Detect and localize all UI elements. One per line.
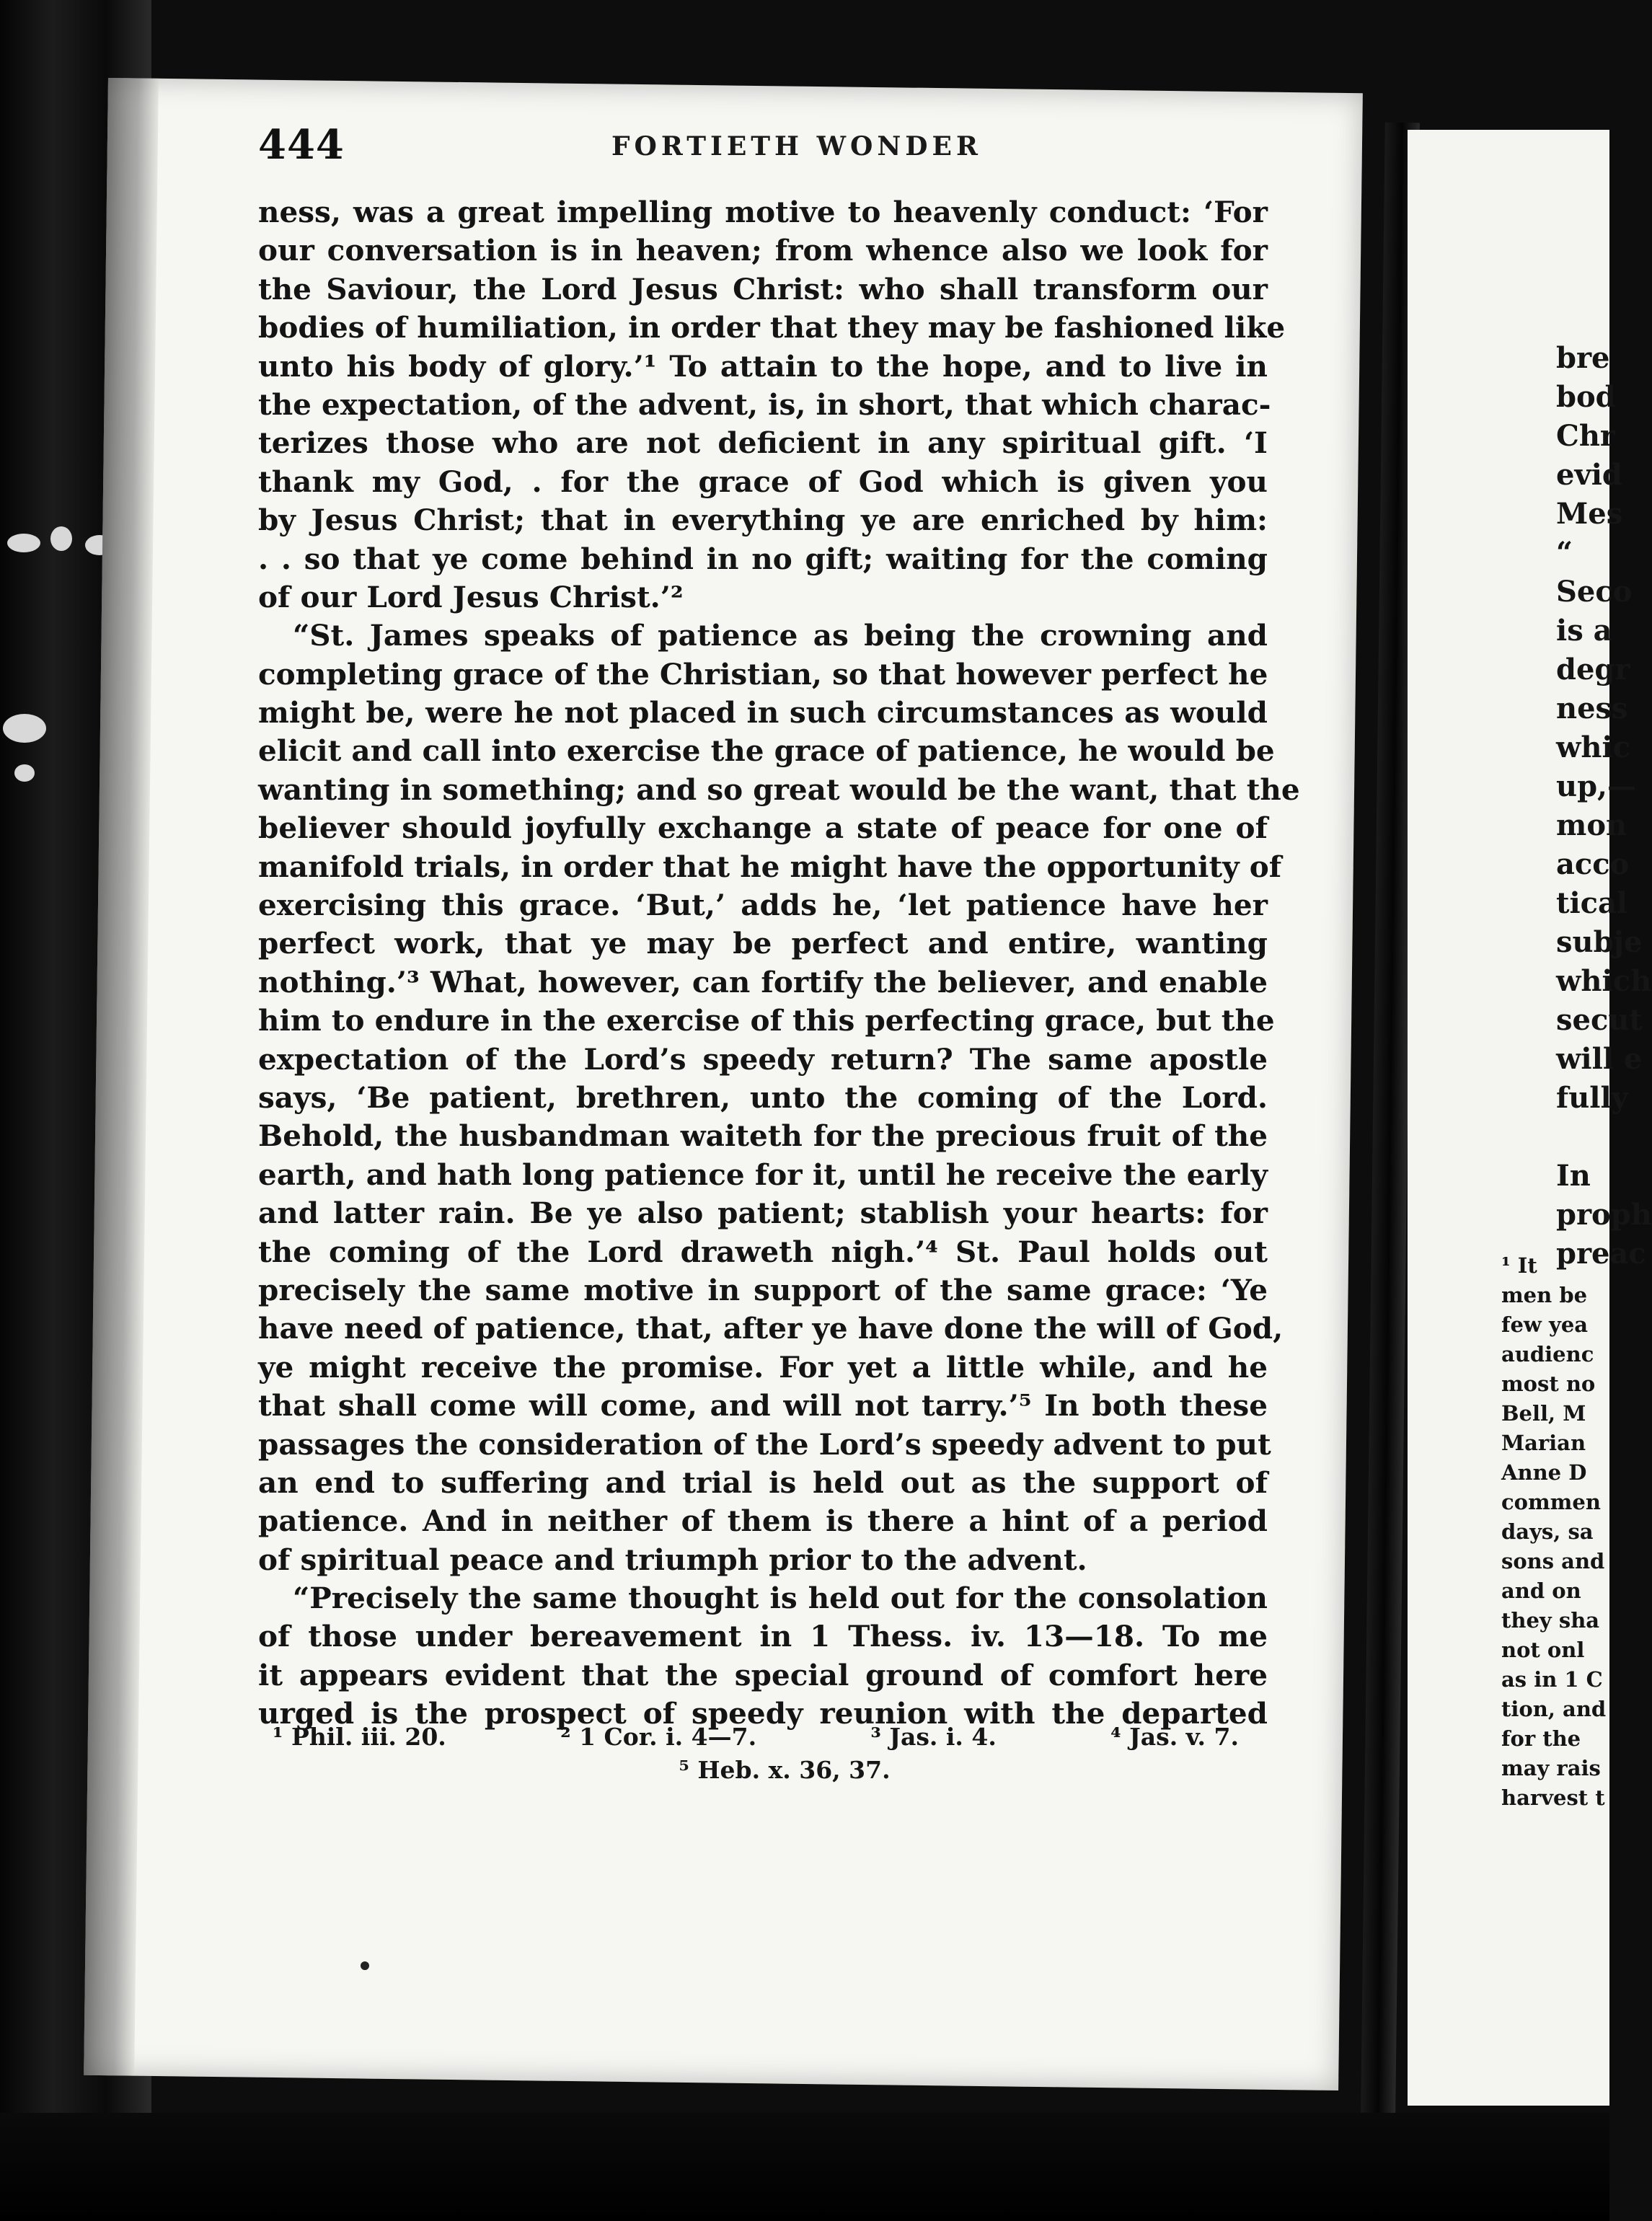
- running-head: FORTIETH WONDER: [611, 131, 982, 162]
- facing-footnote-line: commen: [1501, 1490, 1601, 1514]
- facing-line: Mes: [1556, 497, 1623, 531]
- text-line: elicit and call into exercise the grace of patience, he would be: [258, 733, 1275, 769]
- text-line: the expectation, of the advent, is, in short, that which charac-: [258, 387, 1271, 422]
- text-line: have need of patience, that, after ye have done the will of God,: [258, 1311, 1284, 1346]
- page-header: [258, 121, 1369, 172]
- facing-footnote-line: tion, and: [1501, 1697, 1607, 1721]
- text-line: manifold trials, in order that he might have the opportunity of: [258, 849, 1282, 884]
- text-line: earth, and hath long patience for it, until he receive the early: [258, 1157, 1268, 1192]
- text-line: ness, was a great impelling motive to heavenly conduct: ‘For: [258, 195, 1268, 229]
- text-line: wanting in something; and so great would be the want, that the: [258, 772, 1300, 807]
- text-line: expectation of the Lord’s speedy return? The same apostle: [258, 1041, 1268, 1077]
- footnote: ⁵ Heb. x. 36, 37.: [679, 1756, 891, 1784]
- facing-footnote-line: Marian: [1501, 1431, 1586, 1455]
- text-line: precisely the same motive in support of the same grace: ‘Ye: [258, 1272, 1268, 1307]
- facing-line: [1556, 1118, 1652, 1157]
- facing-footnote-line: most no: [1501, 1372, 1596, 1396]
- text-line: our conversation is in heaven; from whence also we look for: [258, 233, 1268, 268]
- text-line: believer should joyfully exchange a state of peace for one of: [258, 811, 1268, 846]
- text-line: “St. James speaks of patience as being the crowning and: [293, 618, 1268, 653]
- text-line: nothing.’³ What, however, can fortify the believer, and enable: [258, 964, 1268, 999]
- text-line: him to endure in the exercise of this perfecting grace, but the: [258, 1003, 1275, 1038]
- text-line: of spiritual peace and triumph prior to the advent.: [258, 1542, 1087, 1577]
- text-line: of those under bereavement in 1 Thess. iv. 13—18. To me: [258, 1619, 1268, 1654]
- scan-speck: [3, 714, 46, 743]
- text-line: the coming of the Lord draweth nigh.’⁴ St. Paul holds out: [258, 1234, 1268, 1269]
- text-line: by Jesus Christ; that in everything ye are enriched by him:: [258, 503, 1268, 538]
- facing-line: is a: [1556, 614, 1612, 648]
- facing-line: acco: [1556, 847, 1630, 881]
- facing-footnote-line: they sha: [1501, 1608, 1600, 1633]
- scan-speck: [7, 534, 40, 552]
- facing-footnote-line: and on: [1501, 1578, 1581, 1603]
- facing-page-text: [1556, 339, 1652, 1273]
- facing-footnote-line: may rais: [1501, 1756, 1601, 1780]
- scan-bottom-border: [0, 2113, 1609, 2221]
- facing-line: Seco: [1556, 575, 1633, 609]
- facing-line: subje: [1556, 925, 1643, 959]
- page-number: 444: [258, 121, 345, 169]
- facing-line: Chr: [1556, 419, 1615, 453]
- facing-line: “: [1556, 536, 1573, 570]
- text-line: exercising this grace. ‘But,’ adds he, ‘let patience have her: [258, 888, 1268, 923]
- facing-line: preac: [1556, 1237, 1646, 1271]
- text-line: Behold, the husbandman waiteth for the precious fruit of the: [258, 1118, 1268, 1154]
- text-line: ye might receive the promise. For yet a little while, and he: [258, 1349, 1268, 1385]
- text-line: says, ‘Be patient, brethren, unto the coming of the Lord.: [258, 1079, 1268, 1115]
- text-line: terizes those who are not deficient in any spiritual gift. ‘I: [258, 425, 1268, 461]
- facing-line: secut: [1556, 1003, 1643, 1037]
- facing-footnote-line: few yea: [1501, 1312, 1589, 1337]
- footnote: ³ Jas. i. 4.: [870, 1723, 997, 1751]
- facing-footnote-line: Anne D: [1501, 1460, 1587, 1485]
- facing-page-footnotes: [1501, 1251, 1606, 1813]
- text-line: the Saviour, the Lord Jesus Christ: who shall transform our: [258, 271, 1268, 306]
- text-line: thank my God, . for the grace of God which is given you: [258, 464, 1268, 499]
- footnotes: [258, 1721, 1268, 1787]
- text-line: bodies of humiliation, in order that they may be fashioned like: [258, 310, 1286, 345]
- footnote-row: [258, 1721, 1268, 1754]
- text-line: an end to suffering and trial is held out as the support of: [258, 1465, 1268, 1500]
- ink-dot: [361, 1961, 369, 1970]
- text-line: patience. And in neither of them is there a hint of a period: [258, 1504, 1268, 1539]
- text-line: passages the consideration of the Lord’s speedy advent to put: [258, 1426, 1271, 1462]
- facing-line: tical: [1556, 886, 1628, 920]
- facing-line: mon: [1556, 808, 1627, 842]
- facing-line: degr: [1556, 653, 1630, 686]
- scan-speck: [14, 764, 35, 782]
- facing-footnote-line: ¹ It: [1501, 1253, 1537, 1278]
- facing-footnote-line: not onl: [1501, 1638, 1585, 1662]
- facing-line: In: [1556, 1159, 1591, 1193]
- footnote: ¹ Phil. iii. 20.: [273, 1723, 446, 1751]
- facing-footnote-line: sons and: [1501, 1549, 1605, 1573]
- facing-line: which: [1556, 964, 1652, 998]
- facing-footnote-line: men be: [1501, 1283, 1588, 1307]
- facing-footnote-line: days, sa: [1501, 1519, 1594, 1544]
- text-line: that shall come will come, and will not tarry.’⁵ In both these: [258, 1388, 1268, 1423]
- text-line: urged is the prospect of speedy reunion with the departed: [258, 1696, 1268, 1731]
- facing-footnote-line: Bell, M: [1501, 1401, 1586, 1426]
- facing-line: whic: [1556, 730, 1631, 764]
- facing-footnote-line: harvest t: [1501, 1785, 1605, 1810]
- facing-line: will e: [1556, 1042, 1643, 1076]
- footnote: ² 1 Cor. i. 4—7.: [560, 1723, 757, 1751]
- text-line: completing grace of the Christian, so that however perfect he: [258, 656, 1268, 692]
- facing-footnote-line: for the: [1501, 1726, 1581, 1751]
- text-line: and latter rain. Be ye also patient; stablish your hearts: for: [258, 1196, 1268, 1231]
- facing-line: evid: [1556, 458, 1622, 492]
- facing-line: bre: [1556, 341, 1610, 375]
- text-line: . . so that ye come behind in no gift; waiting for the coming: [258, 541, 1268, 576]
- text-line: unto his body of glory.’¹ To attain to the hope, and to live in: [258, 348, 1268, 384]
- facing-footnote-line: audienc: [1501, 1342, 1594, 1366]
- facing-line: bod: [1556, 380, 1616, 414]
- text-line: “Precisely the same thought is held out for the consolation: [293, 1581, 1268, 1616]
- footnote: ⁴ Jas. v. 7.: [1110, 1723, 1239, 1751]
- facing-footnote-line: as in 1 C: [1501, 1667, 1603, 1692]
- facing-line: ness: [1556, 692, 1628, 725]
- facing-line: fully: [1556, 1081, 1628, 1115]
- facing-line: up,—: [1556, 769, 1636, 803]
- facing-line: proph: [1556, 1198, 1652, 1232]
- text-line: perfect work, that ye may be perfect and entire, wanting: [258, 926, 1268, 961]
- text-line: of our Lord Jesus Christ.’²: [258, 579, 684, 614]
- scan-speck: [50, 526, 72, 551]
- text-line: it appears evident that the special ground of comfort here: [258, 1657, 1268, 1692]
- main-text-block: [258, 193, 1300, 1734]
- text-line: might be, were he not placed in such circumstances as would: [258, 695, 1268, 730]
